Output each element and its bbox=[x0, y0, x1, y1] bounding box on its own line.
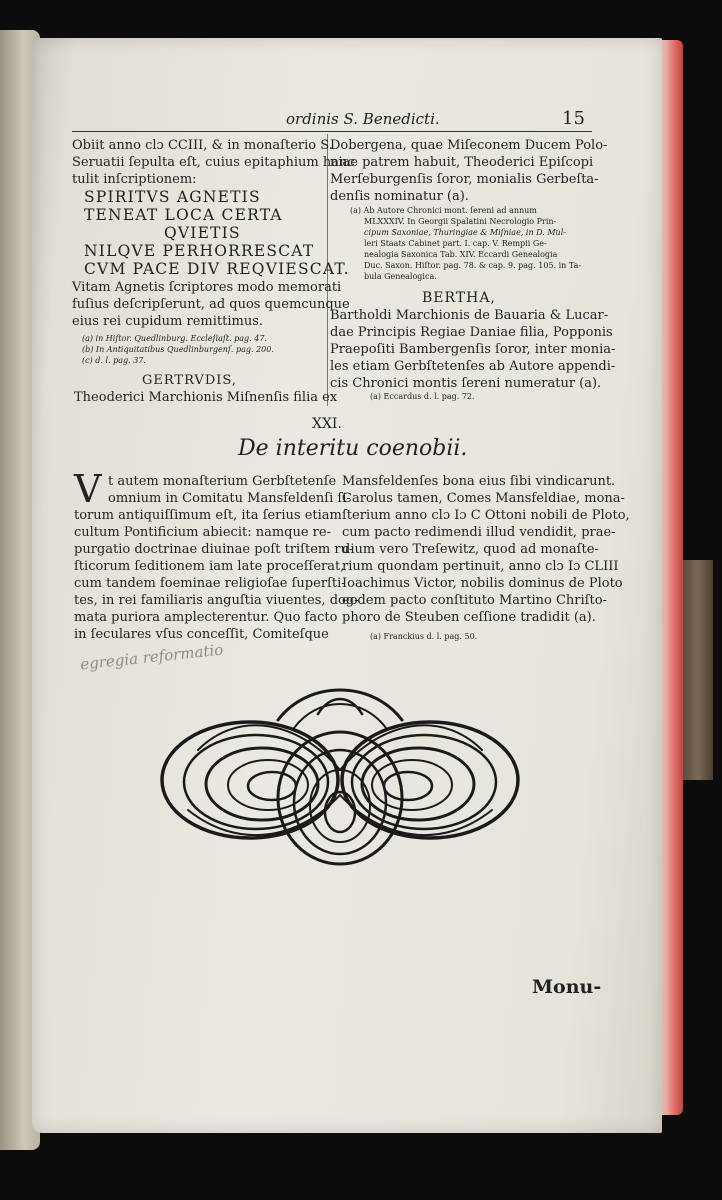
bertha-footnote: (a) Eccardus d. l. pag. 72. bbox=[370, 392, 475, 401]
running-title: ordinis S. Benedicti. bbox=[286, 110, 440, 128]
book-page: ordinis S. Benedicti. 15 Obiit anno clɔ CCIII, & in monaſterio S. Seruatii ſepulta eſt, cuius epitaphium hanc tulit inſcriptionem: SPIRITVS AGNETIS TENEAT LOCA CERTA QVIETIS NILQVE PERHORRESCAT CVM PACE DIV REQVIESCAT. Vitam Agnetis ſcriptores modo memorati fuſius deſcripſerunt, ad quos quemcunque eius rei cupidum remittimus. (a) in Hiſtor. Quedlinburg. Eccleſiaſt. pag. 47. (b) In Antiquitatibus Quedlinburgenſ. pag. 200. (c) d. l. pag. 37. GERTRVDIS, Theoderici Marchionis Miſnenſis filia ex Dobergena, quae Miſeconem Ducem Polo- niae patrem habuit, Theoderici Epiſcopi Merſeburgenſis ſoror, monialis Gerbeſta- denſis nominatur (a). (a) Ab Autore Chronici mont. ſereni ad annum MLXXXIV. In Georgii Spalatini Necrologio Prin- cipum Saxoniae, Thuringiae & Miſniae, in D. Mul- leri Staats Cabinet part. I. cap. V. Rempii Ge- nealogia Saxonica Tab. XIV. Eccardi Genealogia Duc. Saxon. Hiſtor. pag. 78. & cap. 9. pag. 105. in Ta- bula Genealogica. BERTHA, Bartholdi Marchionis de Bauaria & Lucar- dae Principis Regiae Daniae filia, Popponis Praepoſiti Bambergenſis ſoror, inter monia- les etiam Gerbſtetenſes ab Autore appendi- cis Chronici montis ſereni numeratur (a). (a) Eccardus d. l. pag. 72. XXI. De interitu coenobii. V t autem monaſterium Gerbſtetenſe omnium in Comitatu Mansfeldenſi ſi- torum antiquiſſimum eſt, ita ſerius etiam cultum Pontificium abiecit: namque re- purgatio doctrinae diuinae poſt triſtem ru- ſticorum ſeditionem iam late proceſſerat, cum tandem foeminae religioſae ſuperſti- tes, in rei familiaris anguſtia viuentes, dog- mata puriora amplecterentur. Quo facto in ſeculares vſus conceſſit, Comiteſque Mansfeldenſes bona eius ſibi vindicarunt. Carolus tamen, Comes Mansfeldiae, mona- ſterium anno clɔ Iɔ C Ottoni nobili de Ploto, cum pacto redimendi illud vendidit, prae- dium vero Treſewitz, quod ad monaſte- rium quondam pertinuit, anno clɔ Iɔ CLIII Ioachimus Victor, nobilis dominus de Ploto eodem pacto conſtituto Martino Chriſto- phoro de Steuben ceſſione tradidit (a). (a) Franckius d. l. pag. 50. Monu- bbox=[32, 38, 662, 1133]
section-title: De interitu coenobii. bbox=[238, 436, 468, 461]
handwritten-note: egregia reformatio bbox=[79, 640, 225, 674]
body-first-line: t autem monaſterium Gerbſtetenſe bbox=[108, 474, 337, 489]
gertrudis-line: Theoderici Marchionis Miſnenſis filia ex bbox=[74, 390, 338, 405]
calligraphic-ornament bbox=[158, 680, 523, 870]
header-rule bbox=[72, 131, 592, 132]
drop-cap: V bbox=[74, 467, 102, 511]
section-number: XXI. bbox=[312, 416, 342, 432]
gertrudis-heading: GERTRVDIS, bbox=[142, 373, 237, 388]
catchword: Monu- bbox=[532, 976, 602, 998]
bookmark-ribbon bbox=[683, 560, 713, 780]
page-number: 15 bbox=[562, 108, 585, 129]
body-footnote: (a) Franckius d. l. pag. 50. bbox=[370, 632, 478, 641]
bertha-heading: BERTHA, bbox=[422, 290, 496, 306]
